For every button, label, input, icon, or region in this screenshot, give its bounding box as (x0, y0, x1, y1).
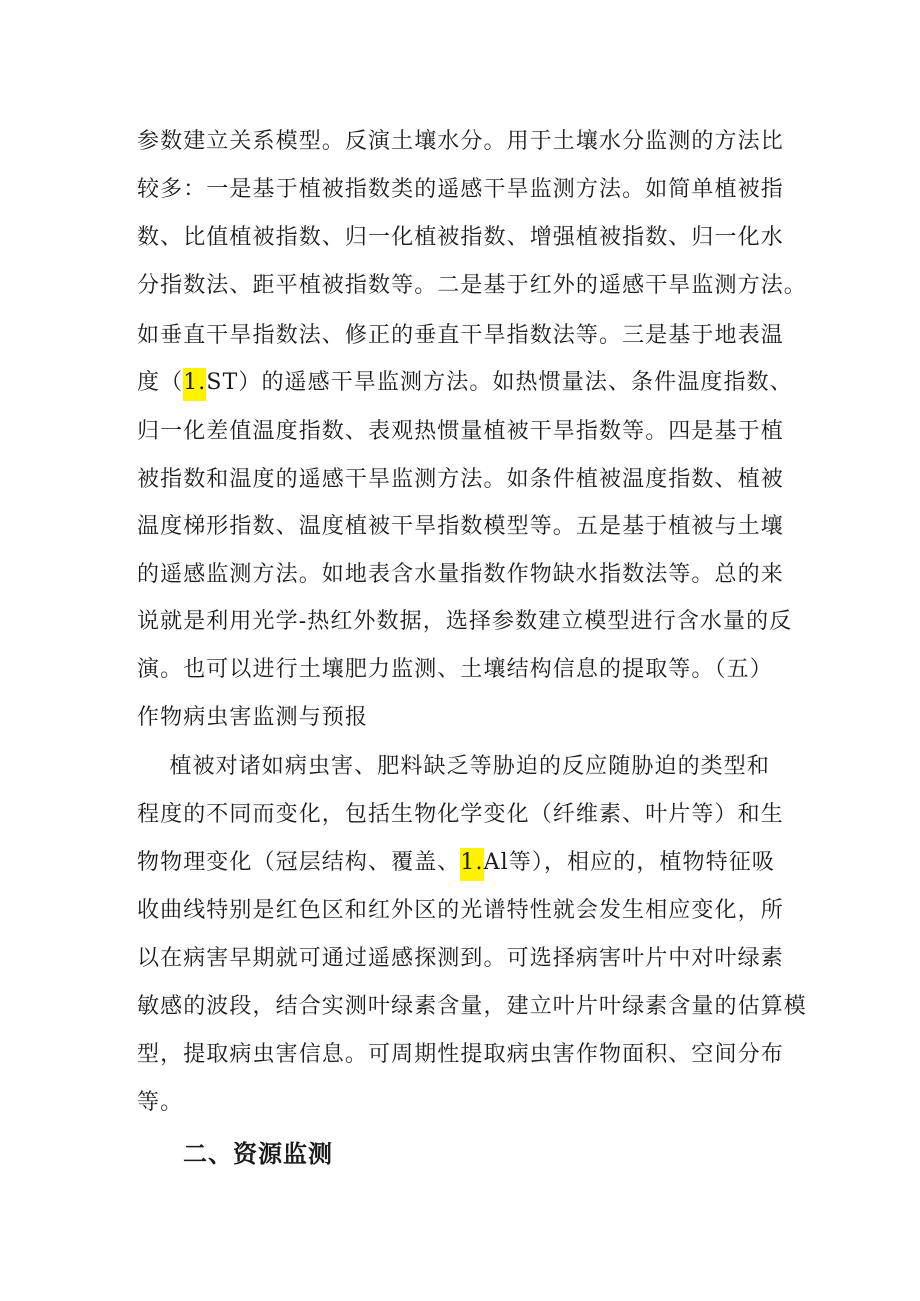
paragraph-line: 收曲线特别是红色区和红外区的光谱特性就会发生相应变化，所 (137, 898, 784, 923)
paragraph-line: 演。也可以进行土壤肥力监测、土壤结构信息的提取等。（五） (137, 657, 773, 682)
paragraph-line: 数、比值植被指数、归一化植被指数、增强植被指数、归一化水 (137, 225, 784, 250)
paragraph-line: 如垂直干旱指数法、修正的垂直干旱指数法等。三是基于地表温 (137, 323, 784, 348)
paragraph-line: 敏感的波段，结合实测叶绿素含量，建立叶片叶绿素含量的估算模 (137, 994, 807, 1019)
paragraph-line: 型，提取病虫害信息。可周期性提取病虫害作物面积、空间分布 (137, 1042, 784, 1067)
paragraph-line: 度（1.ST）的遥感干旱监测方法。如热惯量法、条件温度指数、 (137, 368, 797, 398)
paragraph-line: 说就是利用光学-热红外数据，选择参数建立模型进行含水量的反 (137, 609, 793, 634)
paragraph-line: 物物理变化（冠层结构、覆盖、1.Al等），相应的，植物特征吸 (137, 848, 797, 878)
paragraph-line: 较多：一是基于植被指数类的遥感干旱监测方法。如简单植被指 (137, 177, 784, 202)
paragraph-line: 分指数法、距平植被指数等。二是基于红外的遥感干旱监测方法。 (137, 273, 807, 298)
highlighted-text: 1. (460, 848, 483, 881)
paragraph-line: 被指数和温度的遥感干旱监测方法。如条件植被温度指数、植被 (137, 467, 784, 492)
paragraph-line: 参数建立关系模型。反演土壤水分。用于土壤水分监测的方法比 (137, 129, 784, 154)
section-subheading: 作物病虫害监测与预报 (137, 705, 369, 730)
paragraph-line: 等。 (137, 1090, 184, 1115)
paragraph-line: 温度梯形指数、温度植被干旱指数模型等。五是基于植被与土壤 (137, 514, 784, 539)
section-heading: 二、资源监测 (183, 1140, 333, 1168)
paragraph-line: 的遥感监测方法。如地表含水量指数作物缺水指数法等。总的来 (137, 562, 784, 587)
paragraph-line: 归一化差值温度指数、表观热惯量植被干旱指数等。四是基于植 (137, 419, 784, 444)
paragraph-line: 植被对诸如病虫害、肥料缺乏等胁迫的反应随胁迫的类型和 (137, 754, 770, 779)
highlighted-text: 1. (183, 368, 206, 401)
paragraph-line: 程度的不同而变化，包括生物化学变化（纤维素、叶片等）和生 (137, 802, 784, 827)
paragraph-line: 以在病害早期就可通过遥感探测到。可选择病害叶片中对叶绿素 (137, 946, 784, 971)
